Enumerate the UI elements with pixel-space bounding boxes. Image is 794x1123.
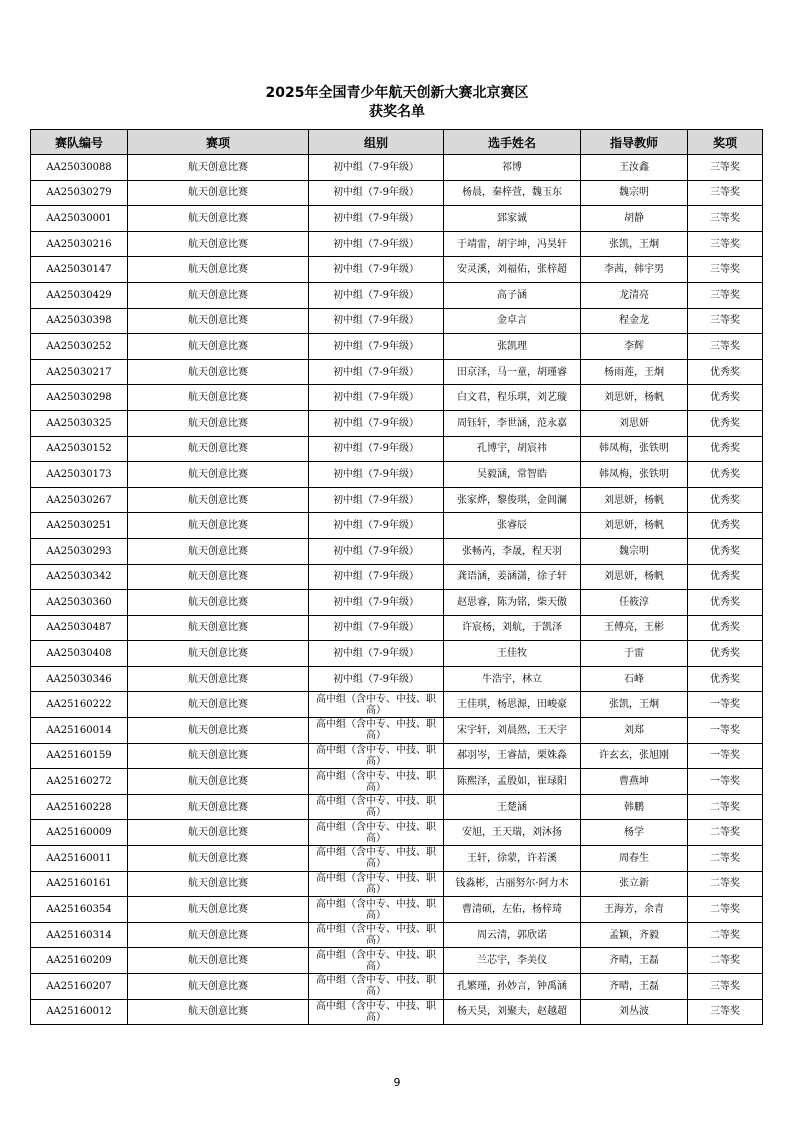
cell-teachers: 周春生 (581, 846, 688, 872)
cell-event: 航天创意比赛 (128, 513, 309, 539)
cell-teachers: 张凯，王炯 (581, 692, 688, 718)
cell-students: 金卓言 (444, 308, 581, 334)
cell-students: 郝羽岑，王睿喆，栗姝淼 (444, 743, 581, 769)
cell-teachers: 刘思妍，杨帆 (581, 487, 688, 513)
table-row (31, 359, 763, 385)
cell-team-id: AA25160011 (31, 846, 128, 872)
cell-event: 航天创意比赛 (128, 180, 309, 206)
cell-students: 钱淼彬，古丽努尔·阿力木 (444, 871, 581, 897)
table-row (31, 308, 763, 334)
cell-team-id: AA25030217 (31, 359, 128, 385)
table-row (31, 282, 763, 308)
cell-teachers: 孟颖，齐毅 (581, 922, 688, 948)
cell-event: 航天创意比赛 (128, 487, 309, 513)
cell-award: 优秀奖 (688, 666, 763, 692)
cell-group: 初中组（7-9年级） (309, 385, 444, 411)
cell-teachers: 程金龙 (581, 308, 688, 334)
cell-team-id: AA25030346 (31, 666, 128, 692)
cell-award: 优秀奖 (688, 359, 763, 385)
cell-award: 优秀奖 (688, 538, 763, 564)
cell-event: 航天创意比赛 (128, 436, 309, 462)
table-row (31, 897, 763, 923)
cell-group: 初中组（7-9年级） (309, 308, 444, 334)
cell-event: 航天创意比赛 (128, 871, 309, 897)
cell-event: 航天创意比赛 (128, 206, 309, 232)
cell-event: 航天创意比赛 (128, 999, 309, 1025)
cell-students: 吴毅涵，常智皓 (444, 462, 581, 488)
cell-event: 航天创意比赛 (128, 846, 309, 872)
header-team-id: 赛队编号 (31, 130, 128, 155)
cell-event: 航天创意比赛 (128, 794, 309, 820)
table-row (31, 769, 763, 795)
cell-group: 初中组（7-9年级） (309, 564, 444, 590)
cell-students: 安灵溪，刘福佑，张梓超 (444, 257, 581, 283)
cell-group: 初中组（7-9年级） (309, 641, 444, 667)
cell-team-id: AA25030487 (31, 615, 128, 641)
header-teachers: 指导教师 (581, 130, 688, 155)
cell-group: 高中组（含中专、中技、职高） (309, 871, 444, 897)
cell-event: 航天创意比赛 (128, 769, 309, 795)
cell-award: 优秀奖 (688, 410, 763, 436)
table-body (31, 155, 763, 1025)
cell-event: 航天创意比赛 (128, 743, 309, 769)
cell-group: 初中组（7-9年级） (309, 155, 444, 181)
cell-group: 高中组（含中专、中技、职高） (309, 974, 444, 1000)
cell-award: 三等奖 (688, 155, 763, 181)
cell-students: 于靖雷，胡宇坤，冯昊轩 (444, 231, 581, 257)
cell-award: 三等奖 (688, 999, 763, 1025)
cell-award: 优秀奖 (688, 513, 763, 539)
cell-students: 张凯理 (444, 334, 581, 360)
cell-event: 航天创意比赛 (128, 359, 309, 385)
cell-group: 高中组（含中专、中技、职高） (309, 794, 444, 820)
cell-students: 周钰轩，李世涵，范永嘉 (444, 410, 581, 436)
table-row (31, 922, 763, 948)
cell-team-id: AA25160014 (31, 718, 128, 744)
table-row (31, 206, 763, 232)
cell-event: 航天创意比赛 (128, 564, 309, 590)
cell-group: 高中组（含中专、中技、职高） (309, 897, 444, 923)
cell-event: 航天创意比赛 (128, 615, 309, 641)
table-row (31, 538, 763, 564)
table-row (31, 334, 763, 360)
cell-students: 兰芯宇，李美仪 (444, 948, 581, 974)
cell-event: 航天创意比赛 (128, 231, 309, 257)
cell-teachers: 杨学 (581, 820, 688, 846)
cell-group: 初中组（7-9年级） (309, 436, 444, 462)
cell-event: 航天创意比赛 (128, 155, 309, 181)
cell-teachers: 杨雨莲，王炯 (581, 359, 688, 385)
table-row (31, 513, 763, 539)
cell-students: 郅家诚 (444, 206, 581, 232)
cell-award: 优秀奖 (688, 590, 763, 616)
table-row (31, 743, 763, 769)
cell-group: 高中组（含中专、中技、职高） (309, 999, 444, 1025)
cell-event: 航天创意比赛 (128, 462, 309, 488)
table-row (31, 462, 763, 488)
cell-teachers: 于雷 (581, 641, 688, 667)
cell-group: 初中组（7-9年级） (309, 359, 444, 385)
cell-team-id: AA25030088 (31, 155, 128, 181)
page-number: 9 (393, 1076, 401, 1089)
header-award: 奖项 (688, 130, 763, 155)
cell-event: 航天创意比赛 (128, 334, 309, 360)
cell-students: 王佳琪，杨思源，田峻豪 (444, 692, 581, 718)
cell-teachers: 刘思妍 (581, 410, 688, 436)
table-row (31, 974, 763, 1000)
cell-teachers: 王汝鑫 (581, 155, 688, 181)
cell-award: 优秀奖 (688, 436, 763, 462)
cell-award: 三等奖 (688, 231, 763, 257)
cell-teachers: 李茜，韩宇男 (581, 257, 688, 283)
cell-students: 赵思睿，陈为铭，柴天傲 (444, 590, 581, 616)
cell-award: 二等奖 (688, 846, 763, 872)
cell-teachers: 任筱淳 (581, 590, 688, 616)
cell-event: 航天创意比赛 (128, 257, 309, 283)
cell-event: 航天创意比赛 (128, 948, 309, 974)
cell-award: 三等奖 (688, 308, 763, 334)
header-event: 赛项 (128, 130, 309, 155)
table-row (31, 436, 763, 462)
cell-team-id: AA25160228 (31, 794, 128, 820)
cell-teachers: 石峰 (581, 666, 688, 692)
cell-teachers: 韩凤梅，张铁明 (581, 462, 688, 488)
table-row (31, 180, 763, 206)
cell-team-id: AA25030173 (31, 462, 128, 488)
cell-award: 三等奖 (688, 180, 763, 206)
cell-award: 三等奖 (688, 282, 763, 308)
cell-award: 二等奖 (688, 948, 763, 974)
cell-team-id: AA25160161 (31, 871, 128, 897)
cell-award: 优秀奖 (688, 462, 763, 488)
cell-students: 高子涵 (444, 282, 581, 308)
cell-group: 初中组（7-9年级） (309, 257, 444, 283)
cell-award: 优秀奖 (688, 615, 763, 641)
cell-award: 二等奖 (688, 871, 763, 897)
cell-award: 优秀奖 (688, 564, 763, 590)
cell-group: 初中组（7-9年级） (309, 282, 444, 308)
cell-award: 优秀奖 (688, 487, 763, 513)
cell-team-id: AA25030251 (31, 513, 128, 539)
table-row (31, 794, 763, 820)
table-row (31, 666, 763, 692)
cell-event: 航天创意比赛 (128, 974, 309, 1000)
cell-team-id: AA25030216 (31, 231, 128, 257)
cell-students: 安旭，王天瑞，刘沐扬 (444, 820, 581, 846)
table-row (31, 999, 763, 1025)
cell-team-id: AA25160272 (31, 769, 128, 795)
cell-event: 航天创意比赛 (128, 641, 309, 667)
cell-students: 祁博 (444, 155, 581, 181)
cell-team-id: AA25160354 (31, 897, 128, 923)
cell-students: 张睿辰 (444, 513, 581, 539)
header-students: 选手姓名 (444, 130, 581, 155)
cell-students: 周云清，郭欣诺 (444, 922, 581, 948)
cell-group: 高中组（含中专、中技、职高） (309, 718, 444, 744)
cell-teachers: 韩鹏 (581, 794, 688, 820)
table-row (31, 692, 763, 718)
cell-event: 航天创意比赛 (128, 590, 309, 616)
cell-team-id: AA25160012 (31, 999, 128, 1025)
cell-teachers: 刘思妍，杨帆 (581, 513, 688, 539)
cell-students: 龚语涵，姜涵潇，徐子轩 (444, 564, 581, 590)
cell-group: 高中组（含中专、中技、职高） (309, 769, 444, 795)
cell-team-id: AA25160209 (31, 948, 128, 974)
table-row (31, 487, 763, 513)
cell-event: 航天创意比赛 (128, 820, 309, 846)
cell-team-id: AA25030252 (31, 334, 128, 360)
cell-group: 初中组（7-9年级） (309, 231, 444, 257)
table-row (31, 257, 763, 283)
cell-award: 三等奖 (688, 334, 763, 360)
document-subtitle: 获奖名单 (369, 104, 425, 120)
cell-students: 宋宇轩，刘晨然，王天宇 (444, 718, 581, 744)
cell-teachers: 刘思妍，杨帆 (581, 564, 688, 590)
cell-students: 王楚涵 (444, 794, 581, 820)
document-title: 2025年全国青少年航天创新大赛北京赛区 (265, 85, 529, 101)
cell-award: 三等奖 (688, 206, 763, 232)
cell-team-id: AA25030152 (31, 436, 128, 462)
cell-team-id: AA25030279 (31, 180, 128, 206)
cell-award: 二等奖 (688, 922, 763, 948)
cell-event: 航天创意比赛 (128, 692, 309, 718)
cell-teachers: 龙清亮 (581, 282, 688, 308)
table-header-row (31, 130, 763, 155)
table-row (31, 718, 763, 744)
cell-students: 牛浩宇，林立 (444, 666, 581, 692)
cell-students: 田京泽，马一童，胡瑾睿 (444, 359, 581, 385)
cell-team-id: AA25030001 (31, 206, 128, 232)
cell-teachers: 曹燕坤 (581, 769, 688, 795)
cell-students: 孔繁瑾，孙妙言，钟禹涵 (444, 974, 581, 1000)
awards-table (30, 129, 763, 1025)
cell-award: 二等奖 (688, 794, 763, 820)
cell-team-id: AA25160314 (31, 922, 128, 948)
cell-team-id: AA25030267 (31, 487, 128, 513)
cell-award: 一等奖 (688, 692, 763, 718)
cell-group: 初中组（7-9年级） (309, 180, 444, 206)
cell-teachers: 张凯，王炯 (581, 231, 688, 257)
cell-group: 高中组（含中专、中技、职高） (309, 846, 444, 872)
cell-teachers: 刘思妍，杨帆 (581, 385, 688, 411)
table-row (31, 641, 763, 667)
cell-event: 航天创意比赛 (128, 410, 309, 436)
cell-award: 优秀奖 (688, 385, 763, 411)
cell-group: 初中组（7-9年级） (309, 334, 444, 360)
cell-team-id: AA25160159 (31, 743, 128, 769)
table-row (31, 410, 763, 436)
table-row (31, 590, 763, 616)
cell-award: 一等奖 (688, 718, 763, 744)
cell-group: 高中组（含中专、中技、职高） (309, 692, 444, 718)
cell-group: 初中组（7-9年级） (309, 410, 444, 436)
cell-teachers: 刘丛波 (581, 999, 688, 1025)
cell-event: 航天创意比赛 (128, 282, 309, 308)
cell-award: 二等奖 (688, 897, 763, 923)
cell-students: 张畅芮，李晟，程天羽 (444, 538, 581, 564)
cell-award: 二等奖 (688, 820, 763, 846)
cell-teachers: 张立新 (581, 871, 688, 897)
cell-team-id: AA25030298 (31, 385, 128, 411)
cell-group: 高中组（含中专、中技、职高） (309, 948, 444, 974)
cell-event: 航天创意比赛 (128, 308, 309, 334)
cell-students: 陈熙泽，孟殷如，崔琭阳 (444, 769, 581, 795)
cell-group: 高中组（含中专、中技、职高） (309, 743, 444, 769)
table-row (31, 871, 763, 897)
cell-students: 孔博宇，胡宸祎 (444, 436, 581, 462)
cell-teachers: 王海芳，余青 (581, 897, 688, 923)
cell-teachers: 齐晴，王磊 (581, 948, 688, 974)
cell-teachers: 许玄玄，张旭刚 (581, 743, 688, 769)
cell-teachers: 胡静 (581, 206, 688, 232)
cell-event: 航天创意比赛 (128, 718, 309, 744)
cell-group: 初中组（7-9年级） (309, 513, 444, 539)
cell-group: 高中组（含中专、中技、职高） (309, 922, 444, 948)
cell-students: 杨天昊，刘聚夫，赵越超 (444, 999, 581, 1025)
table-row (31, 846, 763, 872)
cell-award: 优秀奖 (688, 641, 763, 667)
cell-team-id: AA25160222 (31, 692, 128, 718)
cell-event: 航天创意比赛 (128, 897, 309, 923)
cell-teachers: 齐晴，王磊 (581, 974, 688, 1000)
cell-event: 航天创意比赛 (128, 385, 309, 411)
cell-award: 一等奖 (688, 743, 763, 769)
cell-team-id: AA25160009 (31, 820, 128, 846)
table-row (31, 948, 763, 974)
cell-event: 航天创意比赛 (128, 922, 309, 948)
cell-teachers: 韩凤梅，张铁明 (581, 436, 688, 462)
header-group: 组别 (309, 130, 444, 155)
cell-award: 三等奖 (688, 257, 763, 283)
cell-group: 高中组（含中专、中技、职高） (309, 820, 444, 846)
cell-team-id: AA25030429 (31, 282, 128, 308)
table-row (31, 385, 763, 411)
cell-event: 航天创意比赛 (128, 666, 309, 692)
table-row (31, 615, 763, 641)
cell-group: 初中组（7-9年级） (309, 487, 444, 513)
table-row (31, 820, 763, 846)
cell-students: 杨晨，秦梓萱，魏玉东 (444, 180, 581, 206)
cell-award: 一等奖 (688, 769, 763, 795)
table-row (31, 231, 763, 257)
cell-group: 初中组（7-9年级） (309, 206, 444, 232)
cell-team-id: AA25030325 (31, 410, 128, 436)
cell-award: 三等奖 (688, 974, 763, 1000)
table-row (31, 155, 763, 181)
cell-group: 初中组（7-9年级） (309, 538, 444, 564)
cell-group: 初中组（7-9年级） (309, 590, 444, 616)
cell-team-id: AA25030398 (31, 308, 128, 334)
cell-students: 曹清硕，左佑，杨梓琦 (444, 897, 581, 923)
cell-group: 初中组（7-9年级） (309, 462, 444, 488)
cell-teachers: 李辉 (581, 334, 688, 360)
cell-teachers: 王傅亮，王彬 (581, 615, 688, 641)
cell-team-id: AA25030147 (31, 257, 128, 283)
cell-teachers: 刘郑 (581, 718, 688, 744)
cell-teachers: 魏宗明 (581, 538, 688, 564)
cell-teachers: 魏宗明 (581, 180, 688, 206)
cell-team-id: AA25030293 (31, 538, 128, 564)
cell-students: 许宸杨，刘航，于凯泽 (444, 615, 581, 641)
cell-team-id: AA25030408 (31, 641, 128, 667)
cell-event: 航天创意比赛 (128, 538, 309, 564)
cell-team-id: AA25030360 (31, 590, 128, 616)
cell-students: 王佳牧 (444, 641, 581, 667)
cell-students: 张家烨，黎俊琪，金闾澜 (444, 487, 581, 513)
cell-team-id: AA25030342 (31, 564, 128, 590)
cell-team-id: AA25160207 (31, 974, 128, 1000)
cell-group: 初中组（7-9年级） (309, 615, 444, 641)
cell-group: 初中组（7-9年级） (309, 666, 444, 692)
cell-students: 白文君，程乐琪，刘艺璇 (444, 385, 581, 411)
table-row (31, 564, 763, 590)
cell-students: 王轩，徐蒙，许若溪 (444, 846, 581, 872)
